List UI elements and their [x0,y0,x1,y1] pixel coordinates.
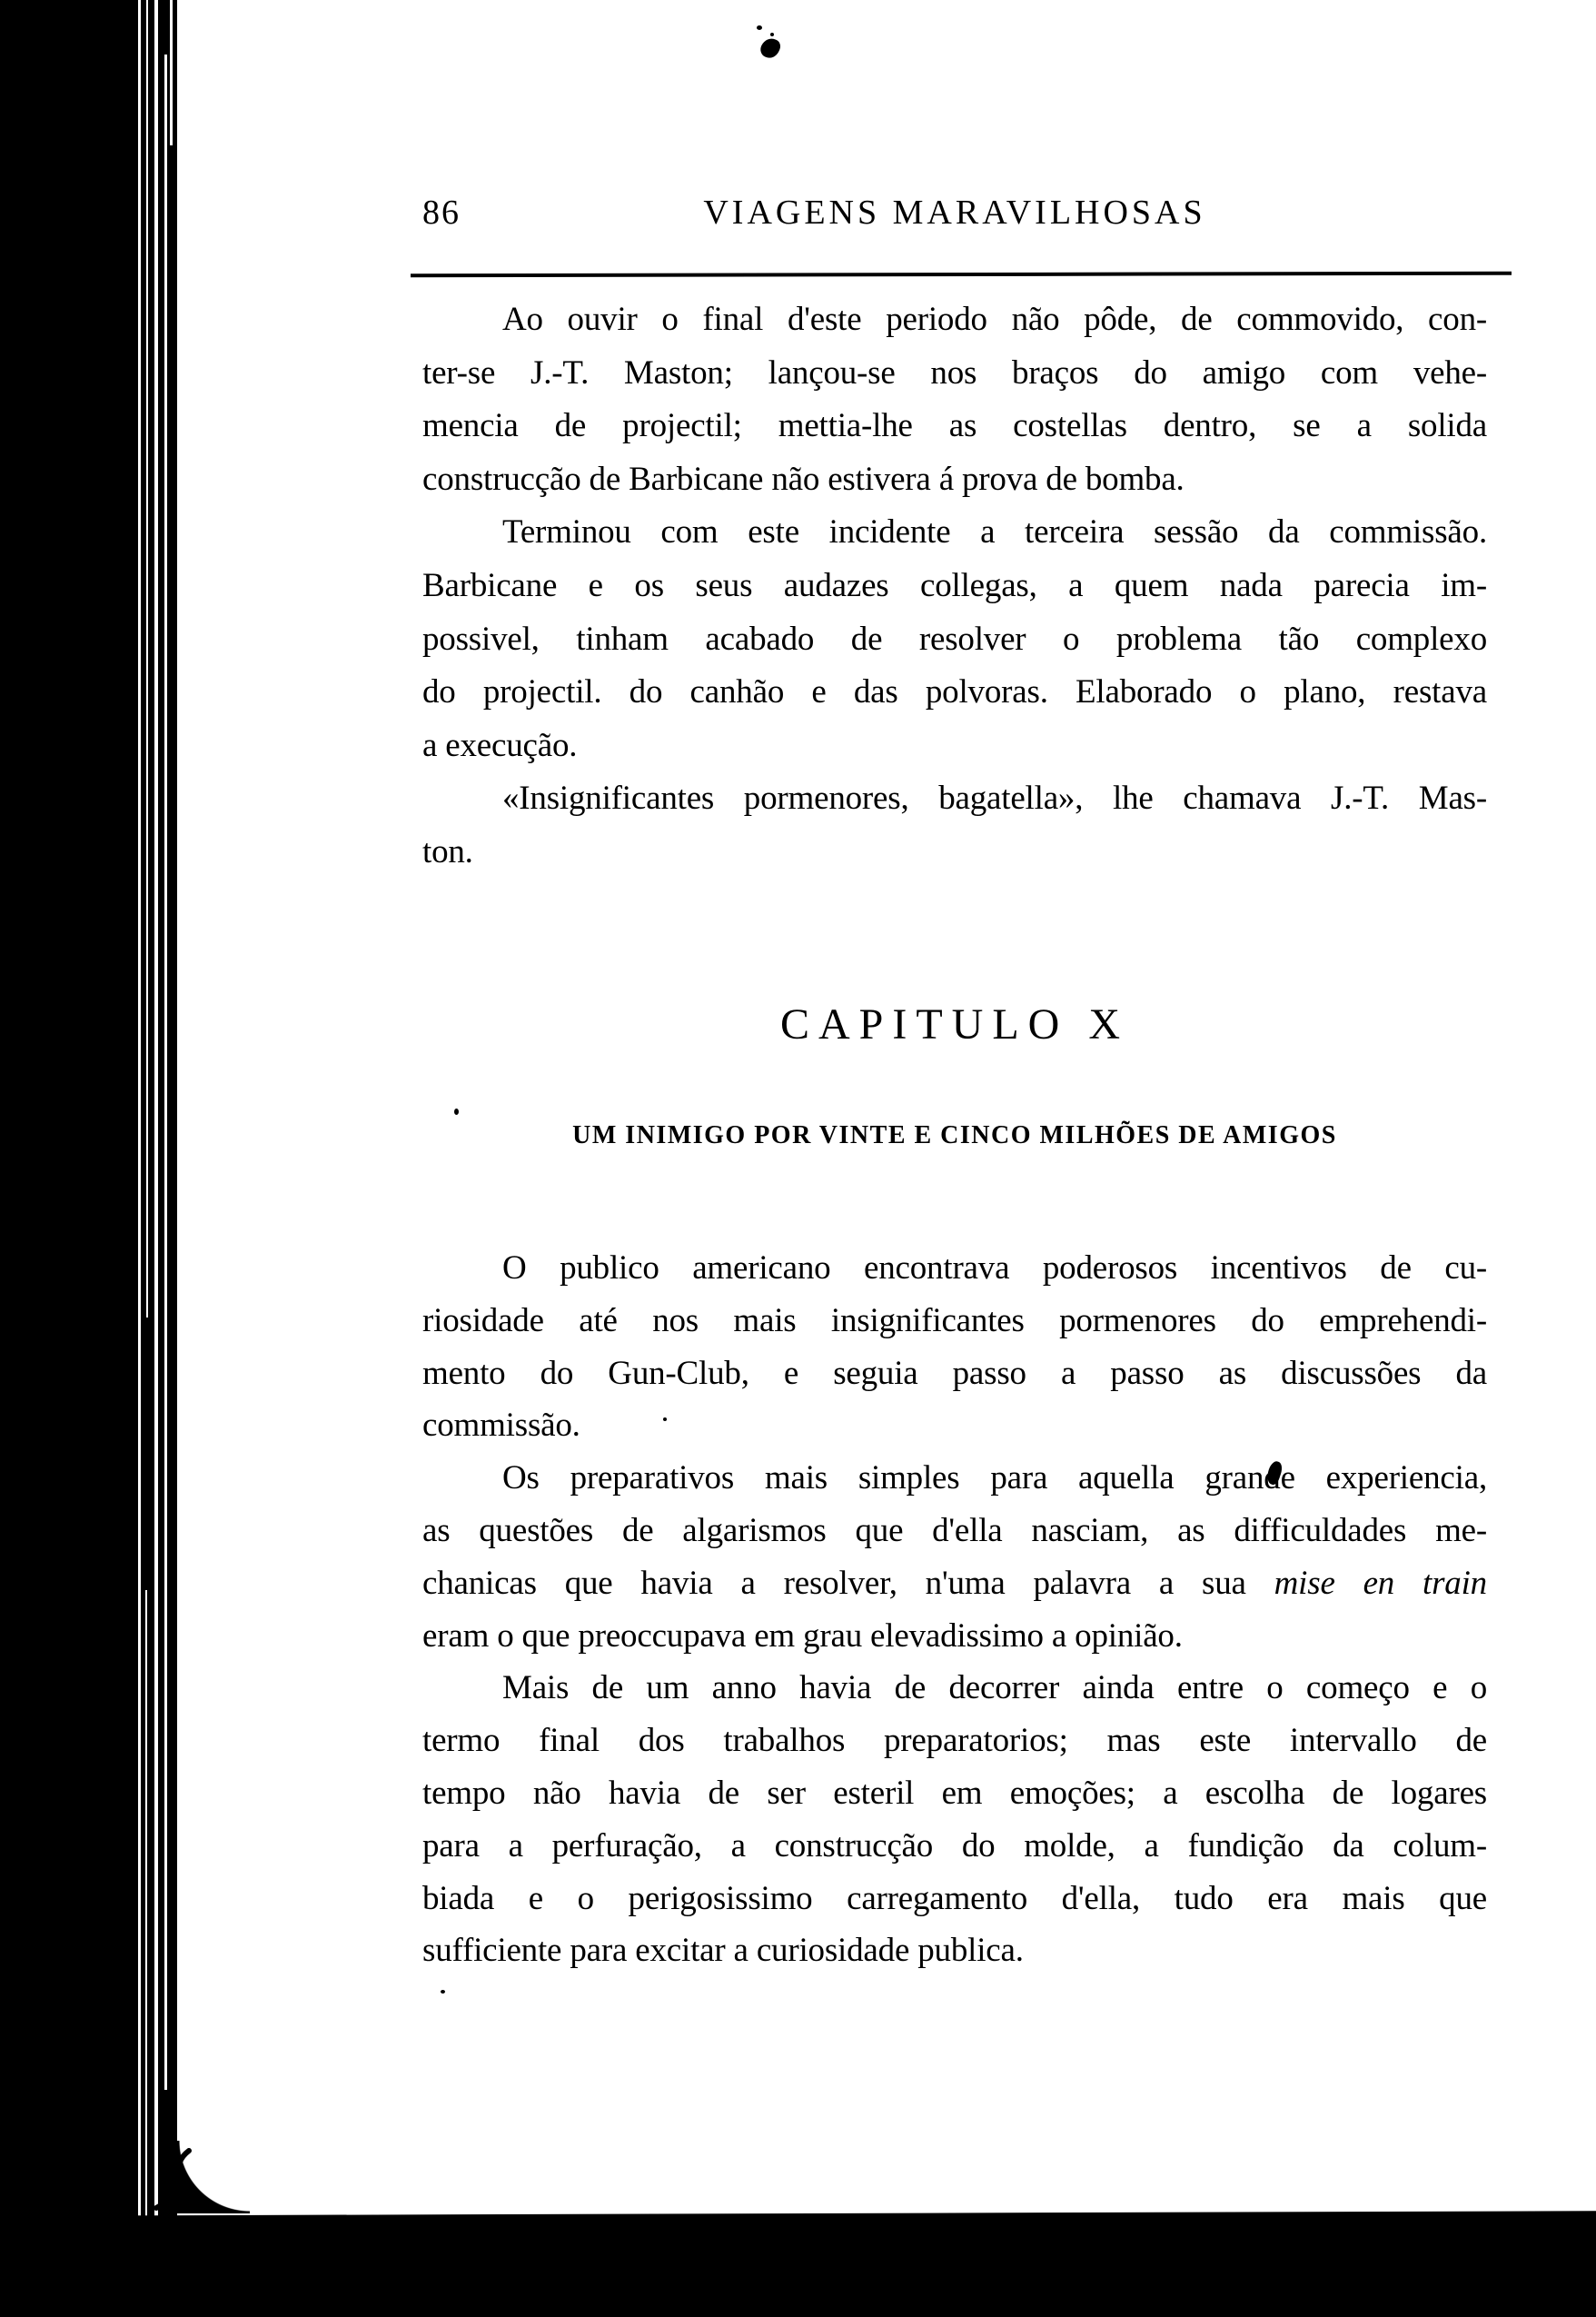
text-line: as questões de algarismos que d'ella nasciam, as difficuldades me- [422,1512,1487,1549]
chapter-heading: CAPITULO X [780,1000,1129,1049]
text-line: sufficiente para excitar a curiosidade publica. [422,1932,1024,1970]
text-line: biada e o perigosissimo carregamento d'ella, tudo era mais que [422,1879,1487,1917]
text-line: O publico americano encontrava poderosos incentivos de cu- [502,1249,1487,1287]
corner-flourish-mark [153,2148,202,2212]
text-line: para a perfuração, a construcção do molde, a fundição da colum- [422,1826,1487,1865]
text-line: a execução. [422,726,578,764]
scan-left-gutter [0,0,177,2317]
scan-streak [170,0,173,145]
scan-streak [138,0,141,2317]
text-line: Terminou com este incidente a terceira sessão da commissão. [502,513,1487,552]
scan-streak [145,1590,147,2317]
scan-streak [146,0,148,1318]
text-line: ton. [422,833,473,870]
text-line: mencia de projectil; mettia-lhe as costellas dentro, se a solida [422,407,1487,445]
text-line: termo final dos trabalhos preparatorios; mas este intervallo de [422,1722,1487,1760]
text-line: possivel, tinham acabado de resolver o problema tão complexo [422,620,1487,658]
text-column-2 [422,0,1487,2317]
chapter-subtitle: UM INIMIGO POR VINTE E CINCO MILHÕES DE AMIGOS [572,1121,1337,1149]
text-line: tempo não havia de ser esteril em emoções; a escolha de logares [422,1775,1487,1812]
text-line: ter-se J.-T. Maston; lançou-se nos braços do amigo com vehe- [422,353,1487,392]
text-line: do projectil. do canhão e das polvoras. Elaborado o plano, restava [422,673,1487,711]
text-line: Barbicane e os seus audazes collegas, a quem nada parecia im- [422,567,1487,604]
text-line: «Insignificantes pormenores, bagatella», lhe chamava J.-T. Mas- [502,780,1487,818]
text-line: commissão. [422,1407,580,1445]
scan-streak [154,0,158,2317]
page-number: 86 [422,194,461,232]
text-line: chanicas que havia a resolver, n'uma palavra a sua mise en train [422,1564,1487,1602]
scan-streak [164,55,167,2090]
text-line: construcção de Barbicane não estivera á prova de bomba. [422,460,1185,498]
running-title: VIAGENS MARAVILHOSAS [703,194,1206,232]
text-line: eram o que preoccupava em grau elevadissimo a opinião. [422,1616,1183,1655]
text-line: Os preparativos mais simples para aquella grande experiencia, [502,1459,1487,1497]
text-line: Mais de um anno havia de decorrer ainda entre o começo e o [502,1669,1487,1707]
text-line: riosidade até nos mais insignificantes pormenores do emprehendi- [422,1301,1487,1339]
text-line: Ao ouvir o final d'este periodo não pôde, de commovido, con- [502,301,1487,338]
text-line: mento do Gun-Club, e seguia passo a passo as discussões da [422,1354,1487,1392]
